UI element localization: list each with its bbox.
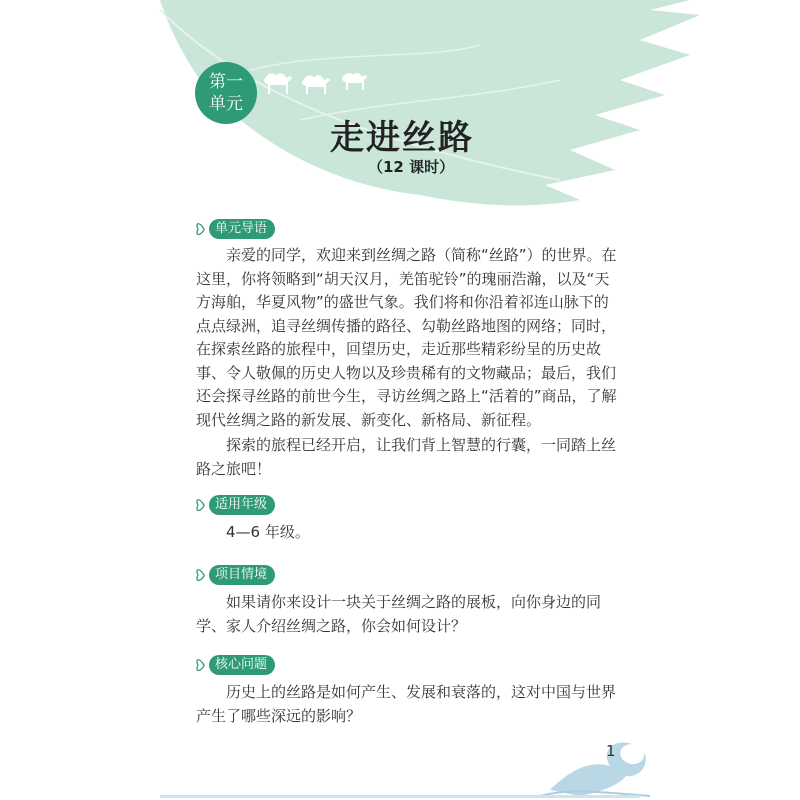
class-hours: （12 课时） [368,158,455,176]
page-number: 1 [606,742,616,760]
section-scenario-label: 项目情境 [209,565,275,585]
unit-badge-line2: 单元 [209,94,243,114]
section-scenario-header [195,565,275,588]
question-text: 历史上的丝路是如何产生、发展和衰落的，这对中国与世界产生了哪些深远的影响？ [196,683,617,725]
unit-badge-line1: 第一 [209,72,243,92]
intro-paragraph-2: 探索的旅程已经开启，让我们背上智慧的行囊，一同踏上丝路之旅吧！ [196,436,617,478]
section-grade-header [195,495,275,518]
page-title: 走进丝路 [330,118,474,158]
wave-icon [540,730,650,798]
section-intro-label: 单元导语 [209,219,275,239]
section-intro-header [195,219,275,242]
section-question-header [195,655,275,678]
intro-paragraph-1: 亲爱的同学，欢迎来到丝绸之路（简称“丝路”）的世界。在这里，你将领略到“胡天汉月，羌笛驼铃”的瑰丽浩瀚，以及“天方海舶，华夏风物”的盛世气象。我们将和你沿着祁连山脉下的点点绿洲，追寻丝绸传播的路径、勾勒丝路地图的网络；同时，在探索丝路的旅程中，回望历史，走近那些精彩纷呈的历史故事、令人敬佩的历史人物以及珍贵稀有的文物藏品；最后，我们还会探寻丝路的前世今生，寻访丝绸之路上“活着的”商品，了解现代丝绸之路的新发展、新变化、新格局、新征程。 [196,246,617,429]
unit-badge [195,62,257,124]
camel-caravan-icon [262,66,372,96]
scenario-text: 如果请你来设计一块关于丝绸之路的展板，向你身边的同学、家人介绍丝绸之路，你会如何设计？ [196,593,602,635]
bottom-rule [160,795,640,798]
grade-text: 4—6 年级。 [226,523,310,541]
section-question-label: 核心问题 [209,655,275,675]
section-grade-label: 适用年级 [209,495,275,515]
